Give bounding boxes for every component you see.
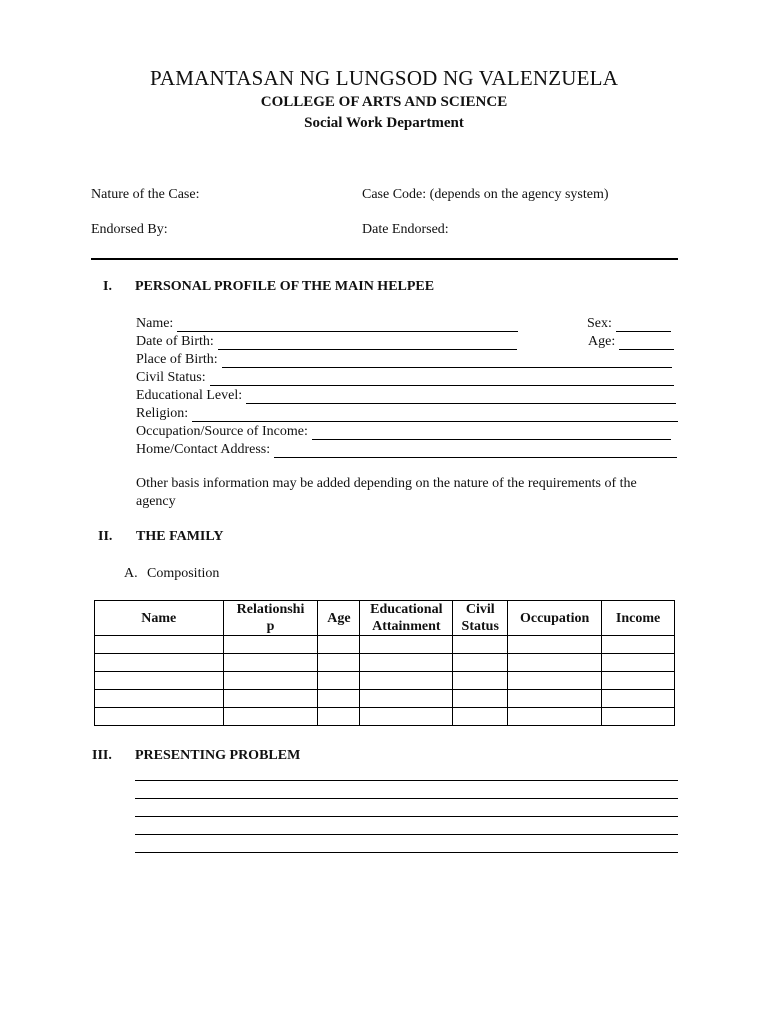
name-label: Name: bbox=[136, 316, 174, 331]
col-age-header: Age bbox=[318, 601, 360, 636]
table-row[interactable] bbox=[95, 636, 675, 654]
col-name-header: Name bbox=[95, 601, 224, 636]
section-3-title: PRESENTING PROBLEM bbox=[135, 748, 301, 763]
educational-level-field[interactable] bbox=[136, 386, 676, 404]
section-3-numeral: III. bbox=[92, 748, 112, 763]
religion-field[interactable] bbox=[136, 404, 678, 422]
problem-line[interactable] bbox=[135, 798, 678, 799]
address-label: Home/Contact Address: bbox=[136, 442, 271, 457]
name-field[interactable] bbox=[136, 314, 518, 332]
section-1-title: PERSONAL PROFILE OF THE MAIN HELPEE bbox=[135, 279, 435, 294]
profile-note: Other basis information may be added depending on the nature of the requirements of the bbox=[136, 476, 637, 491]
col-relationship-header: Relationshi p bbox=[223, 601, 318, 636]
religion-label: Religion: bbox=[136, 406, 189, 421]
occupation-field[interactable] bbox=[136, 422, 671, 440]
table-row[interactable] bbox=[95, 708, 675, 726]
occupation-label: Occupation/Source of Income: bbox=[136, 424, 308, 439]
table-header-row bbox=[95, 601, 675, 636]
section-2-title: THE FAMILY bbox=[136, 529, 224, 544]
composition-letter: A. bbox=[124, 566, 138, 581]
col-civil-status-header: Civil Status bbox=[453, 601, 508, 636]
age-field[interactable] bbox=[588, 332, 674, 350]
department-name: Social Work Department bbox=[304, 115, 464, 131]
col-occupation-header: Occupation bbox=[508, 601, 602, 636]
address-field[interactable] bbox=[136, 440, 677, 458]
sex-label: Sex: bbox=[587, 316, 612, 331]
table-row[interactable] bbox=[95, 690, 675, 708]
university-name: PAMANTASAN NG LUNGSOD NG VALENZUELA bbox=[149, 66, 619, 90]
civil-status-field[interactable] bbox=[136, 368, 674, 386]
section-2-numeral: II. bbox=[98, 529, 113, 544]
sex-field[interactable] bbox=[587, 314, 671, 332]
dob-field[interactable] bbox=[136, 332, 517, 350]
section-1-numeral: I. bbox=[103, 279, 112, 294]
nature-of-case-label: Nature of the Case: bbox=[91, 187, 200, 202]
problem-line[interactable] bbox=[135, 834, 678, 835]
col-education-header: Educational Attainment bbox=[360, 601, 453, 636]
header-divider bbox=[91, 258, 678, 260]
family-composition-table bbox=[94, 600, 675, 726]
college-name: COLLEGE OF ARTS AND SCIENCE bbox=[260, 94, 508, 110]
problem-line[interactable] bbox=[135, 816, 678, 817]
table-row[interactable] bbox=[95, 672, 675, 690]
problem-line[interactable] bbox=[135, 780, 678, 781]
age-label: Age: bbox=[588, 334, 616, 349]
date-endorsed-label: Date Endorsed: bbox=[362, 222, 449, 237]
col-income-header: Income bbox=[602, 601, 675, 636]
educational-level-label: Educational Level: bbox=[136, 388, 243, 403]
pob-field[interactable] bbox=[136, 350, 672, 368]
problem-line[interactable] bbox=[135, 852, 678, 853]
profile-note-continued: agency bbox=[136, 494, 176, 509]
case-code-label: Case Code: (depends on the agency system) bbox=[362, 187, 609, 202]
dob-label: Date of Birth: bbox=[136, 334, 214, 349]
table-row[interactable] bbox=[95, 654, 675, 672]
pob-label: Place of Birth: bbox=[136, 352, 218, 367]
composition-title: Composition bbox=[147, 566, 220, 581]
civil-status-label: Civil Status: bbox=[136, 370, 206, 385]
endorsed-by-label: Endorsed By: bbox=[91, 222, 168, 237]
